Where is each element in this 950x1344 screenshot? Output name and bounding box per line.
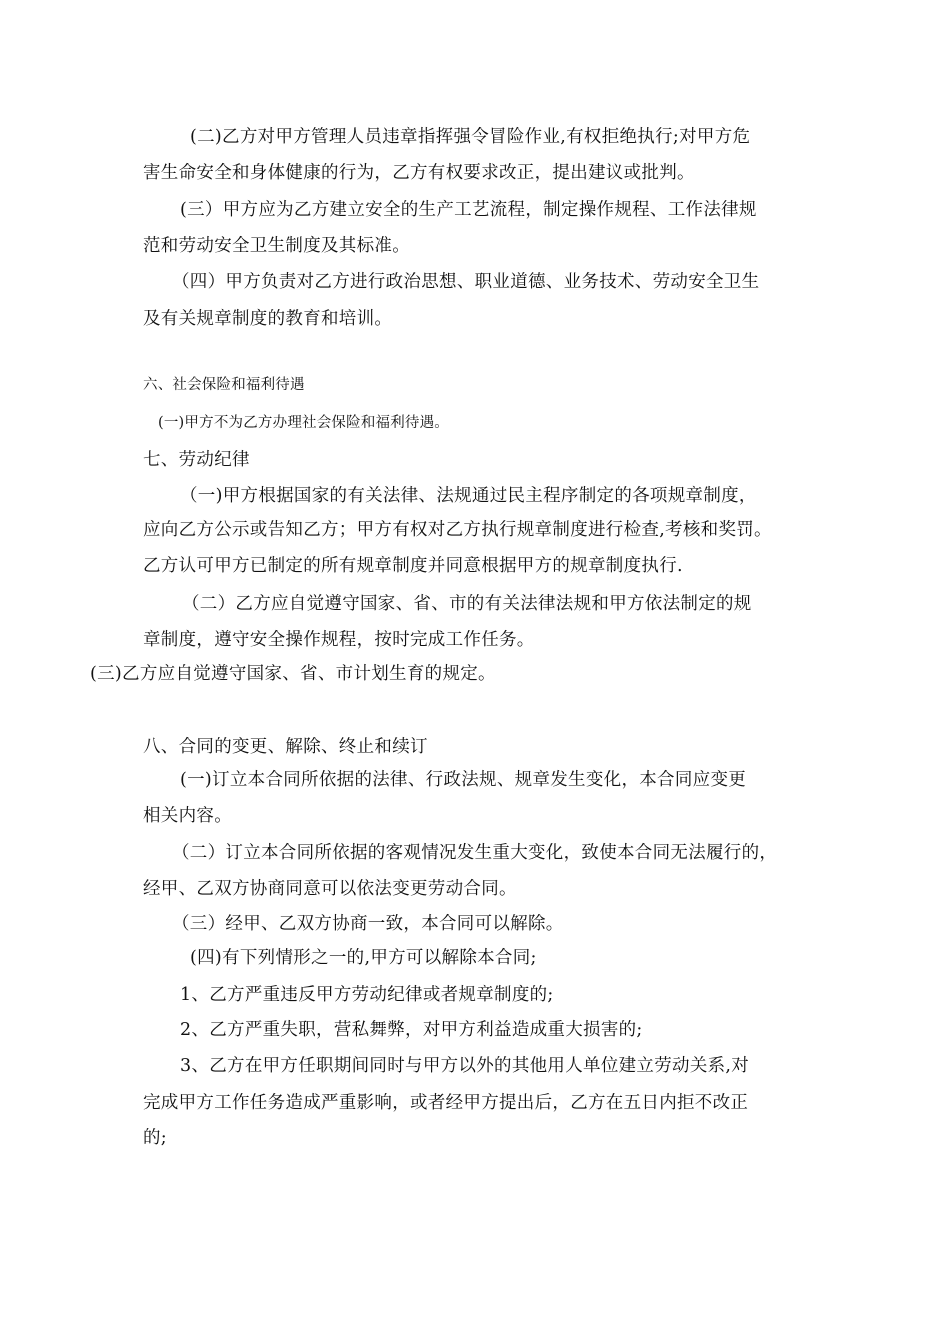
s7-item1-line1: （一)甲方根据国家的有关法律、法规通过民主程序制定的各项规章制度，	[180, 486, 757, 506]
s8-item4-clause1: 1、乙方严重违反甲方劳动纪律或者规章制度的;	[180, 985, 554, 1005]
s8-item1-line2: 相关内容。	[143, 806, 232, 826]
s8-item3: （三）经甲、乙双方协商一致，本合同可以解除。	[172, 914, 564, 934]
s8-item4-clause3-line3: 的;	[143, 1128, 167, 1148]
s5-item2-line1: (二)乙方对甲方管理人员违章指挥强令冒险作业,有权拒绝执行;对甲方危	[190, 127, 751, 147]
s7-item1-line3: 乙方认可甲方已制定的所有规章制度并同意根据甲方的规章制度执行.	[143, 556, 683, 576]
s8-item4-clause3-line1: 3、乙方在甲方任职期间同时与甲方以外的其他用人单位建立劳动关系,对	[180, 1056, 750, 1076]
s5-item3-line1: (三）甲方应为乙方建立安全的生产工艺流程，制定操作规程、工作法律规	[180, 200, 757, 220]
s7-item1-line2: 应向乙方公示或告知乙方；甲方有权对乙方执行规章制度进行检查,考核和奖罚。	[143, 520, 772, 540]
s6-item1: (一)甲方不为乙方办理社会保险和福利待遇。	[158, 415, 450, 431]
s8-item4: (四)有下列情形之一的,甲方可以解除本合同;	[190, 948, 537, 968]
s5-item4-line2: 及有关规章制度的教育和培训。	[143, 309, 393, 329]
s7-item2-line1: （二）乙方应自觉遵守国家、省、市的有关法律法规和甲方依法制定的规	[182, 594, 752, 614]
s7-heading: 七、劳动纪律	[143, 450, 250, 470]
s8-item1-line1: (一)订立本合同所依据的法律、行政法规、规章发生变化，本合同应变更	[180, 770, 747, 790]
s8-item2-line2: 经甲、乙双方协商同意可以依法变更劳动合同。	[143, 879, 517, 899]
s5-item3-line2: 范和劳动安全卫生制度及其标准。	[143, 236, 410, 256]
s8-heading: 八、合同的变更、解除、终止和续订	[143, 737, 428, 757]
s5-item4-line1: （四）甲方负责对乙方进行政治思想、职业道德、业务技术、劳动安全卫生	[172, 272, 760, 292]
s7-item3: (三)乙方应自觉遵守国家、省、市计划生育的规定。	[90, 664, 496, 684]
s8-item2-line1: （二）订立本合同所依据的客观情况发生重大变化，致使本合同无法履行的，	[172, 843, 778, 863]
s8-item4-clause3-line2: 完成甲方工作任务造成严重影响，或者经甲方提出后，乙方在五日内拒不改正	[143, 1093, 749, 1113]
s5-item2-line2: 害生命安全和身体健康的行为，乙方有权要求改正，提出建议或批判。	[143, 163, 695, 183]
s8-item4-clause2: 2、乙方严重失职，营私舞弊，对甲方利益造成重大损害的;	[180, 1020, 643, 1040]
s7-item2-line2: 章制度，遵守安全操作规程，按时完成工作任务。	[143, 630, 535, 650]
s6-heading: 六、社会保险和福利待遇	[143, 377, 305, 393]
